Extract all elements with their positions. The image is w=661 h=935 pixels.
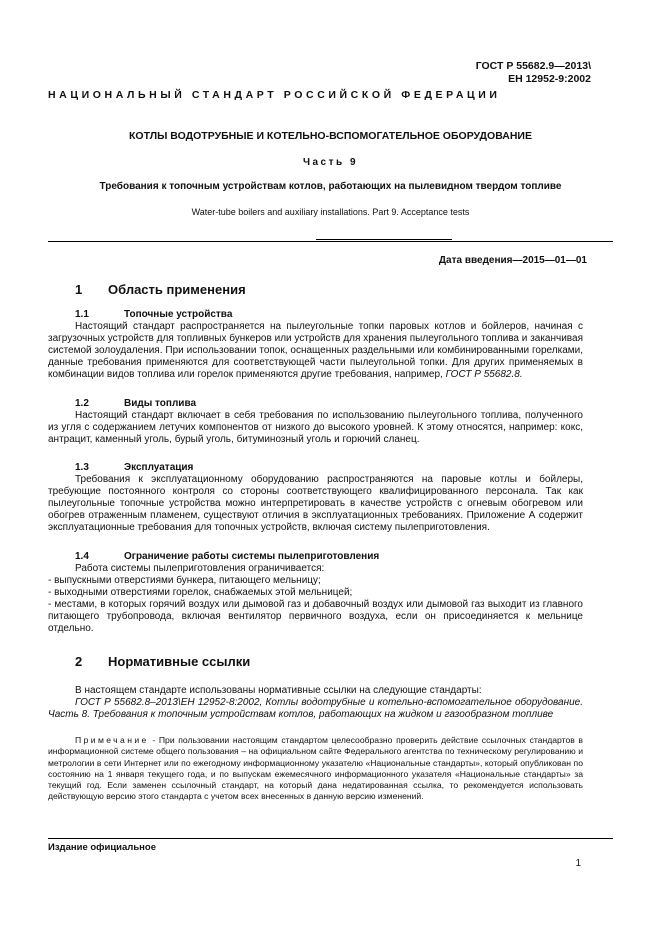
section-number: 2 <box>75 654 83 669</box>
subsection-1-3-heading: 1.3 Эксплуатация <box>75 462 194 473</box>
subsection-1-2-text: Настоящий стандарт включает в себя требования по использованию пылеугольного топлива, полученного из угля с содержанием летучих компонентов от низкого до высокого уровней. К этому относятся, например: кокс, антрацит, каменный уголь, бурый уголь, битуминозный уголь и горючий сланец. <box>48 410 583 445</box>
normative-reference: ГОСТ Р 55682.8–2013\ЕН 12952-8:2002, Котлы водотрубные и котельно-вспомогательное оборудование. Часть 8. Требования к топочным устройствам котлов, работающих на жидком и газообразном топливе <box>48 697 583 720</box>
section-title: Нормативные ссылки <box>108 654 251 669</box>
note-label: Примечание <box>75 735 149 745</box>
document-subtitle: Требования к топочным устройствам котлов, работающих на пылевидном твердом топливе <box>99 181 562 192</box>
standard-code-line1: ГОСТ Р 55682.9—2013\ <box>475 60 591 72</box>
introduction-date: Дата введения—2015—01—01 <box>438 255 587 266</box>
section-title: Область применения <box>108 282 246 297</box>
note-paragraph: Примечание - При пользовании настоящим стандартом целесообразно проверить действие ссылочных стандартов в информационной системе общего пользования – на официальном сайте Федерального агентства по техническому регулированию и метрологии в сети Интернет или по ежегодному информационному указателю «Национальные стандарты», который опубликован по состоянию на 1 января текущего года, и по выпускам ежемесячного информационного указателя «Национальные стандарты» за текущий год. Если заменен ссылочный стандарт, на который дана недатированная ссылка, то рекомендуется использовать действующую версию этого стандарта с учетом всех внесенных в данную версию изменений. <box>48 735 583 802</box>
title-divider-short <box>316 239 452 240</box>
subsection-1-4-heading: 1.4 Ограничение работы системы пылеприготовления <box>75 551 380 562</box>
page-number: 1 <box>575 858 581 869</box>
official-edition-label: Издание официальное <box>48 842 156 853</box>
footer-divider <box>48 838 613 839</box>
section-number: 1 <box>75 282 83 297</box>
title-divider <box>48 241 613 242</box>
list-item: - выпускными отверстиями бункера, питающего мельницу; <box>48 575 321 586</box>
standard-code-line2: ЕН 12952-9:2002 <box>508 73 591 85</box>
section-1-heading <box>75 282 246 297</box>
english-title: Water-tube boilers and auxiliary installations. Part 9. Acceptance tests <box>191 207 470 217</box>
document-title: КОТЛЫ ВОДОТРУБНЫЕ И КОТЕЛЬНО-ВСПОМОГАТЕЛЬНОЕ ОБОРУДОВАНИЕ <box>129 130 532 142</box>
subsection-1-1-heading: 1.1 Топочные устройства <box>75 309 233 320</box>
subsection-1-1-text: Настоящий стандарт распространяется на пылеугольные топки паровых котлов и бойлеров, начиная с загрузочных устройств для топливных бункеров или устройств для хранения пылеугольного топлива и заканчивая системой золоудаления. При использовании топок, оснащенных раздельными или комбинированными горелками, данные требования применяются для соответствующей части пылеугольной топки. Для других применяемых в комбинации видов топлива или горелок применяются другие требования, например, ГОСТ Р 55682.8. <box>48 321 583 380</box>
section-2-intro: В настоящем стандарте использованы нормативные ссылки на следующие стандарты: <box>75 685 482 696</box>
subsection-1-3-text: Требования к эксплуатационному оборудованию распространяются на паровые котлы и бойлеры, требующие постоянного контроля со стороны соответствующего квалифицированного персонала. Так как пылеугольные топочные устройства можно интерпретировать в качестве устройств с огневым обогревом или обогрев отраженным пламенем, существуют отличия в эксплуатационных требованиях. Приложение А содержит эксплуатационные требования для топочных устройств, включая систему пылеприготовления. <box>48 474 583 533</box>
list-item: - выходными отверстиями горелок, снабжаемых этой мельницей; <box>48 587 353 598</box>
part-label: Часть 9 <box>302 157 359 168</box>
subsection-1-2-heading: 1.2 Виды топлива <box>75 398 197 409</box>
subsection-1-4-intro: Работа системы пылеприготовления ограничивается: <box>75 563 325 574</box>
list-item: - местами, в которых горячий воздух или дымовой газ и добавочный воздух или дымовой газ выходит из главного питающего трубопровода, включая вентилятор первичного воздуха, если он присоединяется к мельнице отдельно. <box>48 599 583 634</box>
standard-reference: ГОСТ Р 55682.8. <box>445 368 523 380</box>
national-standard-banner: НАЦИОНАЛЬНЫЙ СТАНДАРТ РОССИЙСКОЙ ФЕДЕРАЦИИ <box>48 89 501 101</box>
standard-code <box>476 60 591 86</box>
section-2-heading <box>75 654 250 669</box>
